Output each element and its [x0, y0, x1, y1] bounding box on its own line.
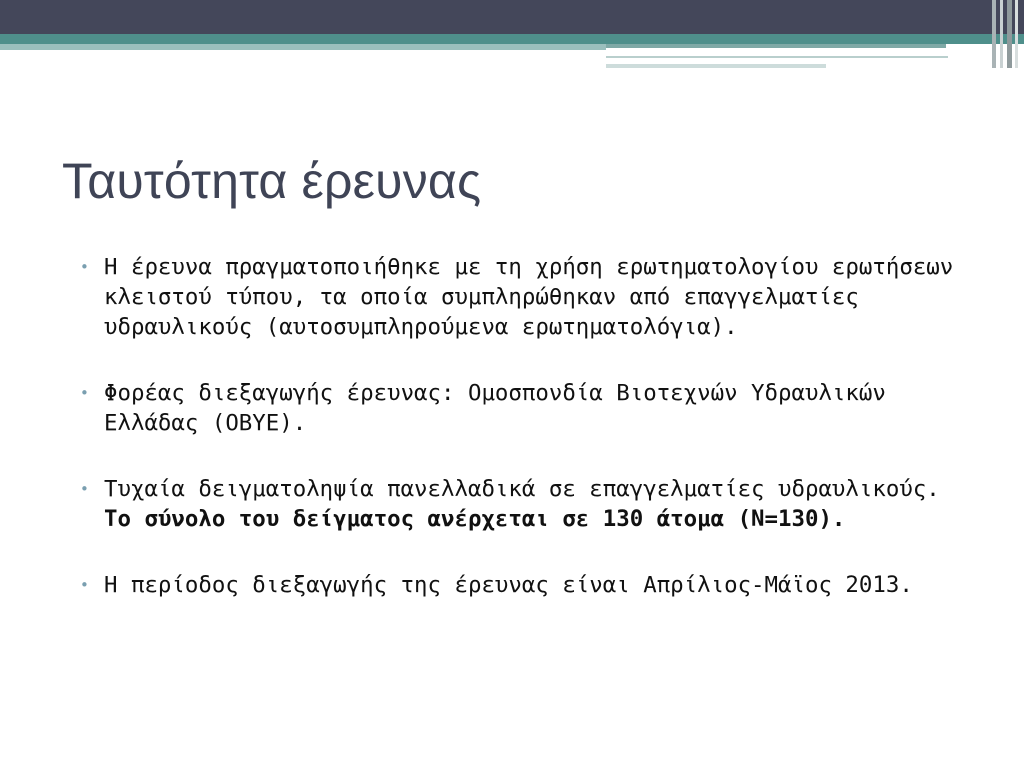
bullet-text: Φορέας διεξαγωγής έρευνας: Ομοσπονδία Βιοτεχνών Υδραυλικών Ελλάδας (ΟΒΥΕ).	[104, 380, 886, 436]
bullet-text	[104, 476, 940, 532]
bullet-item	[80, 474, 960, 534]
bullet-item	[80, 252, 960, 342]
header-vertical-bar	[992, 0, 996, 68]
slide-title: Ταυτότητα έρευνας	[62, 153, 482, 209]
header-vertical-bar	[1000, 0, 1003, 68]
bullet-dot-icon: •	[80, 576, 89, 594]
bullet-dot-icon: •	[80, 384, 89, 402]
bullet-list	[80, 252, 960, 636]
header-dark-band	[0, 0, 1024, 34]
bullet-item	[80, 378, 960, 438]
bullet-text: Η έρευνα πραγματοποιήθηκε με τη χρήση ερωτηματολογίου ερωτήσεων κλειστού τύπου, τα οποία συμπληρώθηκαν από επαγγελματίες υδραυλικούς (αυτοσυμπληρούμενα ερωτηματολόγια).	[104, 254, 954, 340]
bullet-text-regular: Τυχαία δειγματοληψία πανελλαδικά σε επαγγελματίες υδραυλικούς.	[104, 476, 940, 502]
header-accent-line	[606, 64, 826, 68]
bullet-text-bold: Το σύνολο του δείγματος ανέρχεται σε 130 άτομα (Ν=130).	[104, 506, 846, 532]
header-accent-line	[606, 56, 948, 58]
header-light-band	[0, 44, 606, 50]
header-teal-band	[0, 34, 1024, 44]
bullet-dot-icon: •	[80, 480, 89, 498]
bullet-item	[80, 570, 960, 600]
bullet-dot-icon: •	[80, 258, 89, 276]
header-accent-line	[606, 44, 946, 48]
header-vertical-bar	[1007, 0, 1012, 68]
bullet-text: Η περίοδος διεξαγωγής της έρευνας είναι Απρίλιος-Μάϊος 2013.	[104, 572, 913, 598]
header-vertical-bar	[1015, 0, 1018, 68]
